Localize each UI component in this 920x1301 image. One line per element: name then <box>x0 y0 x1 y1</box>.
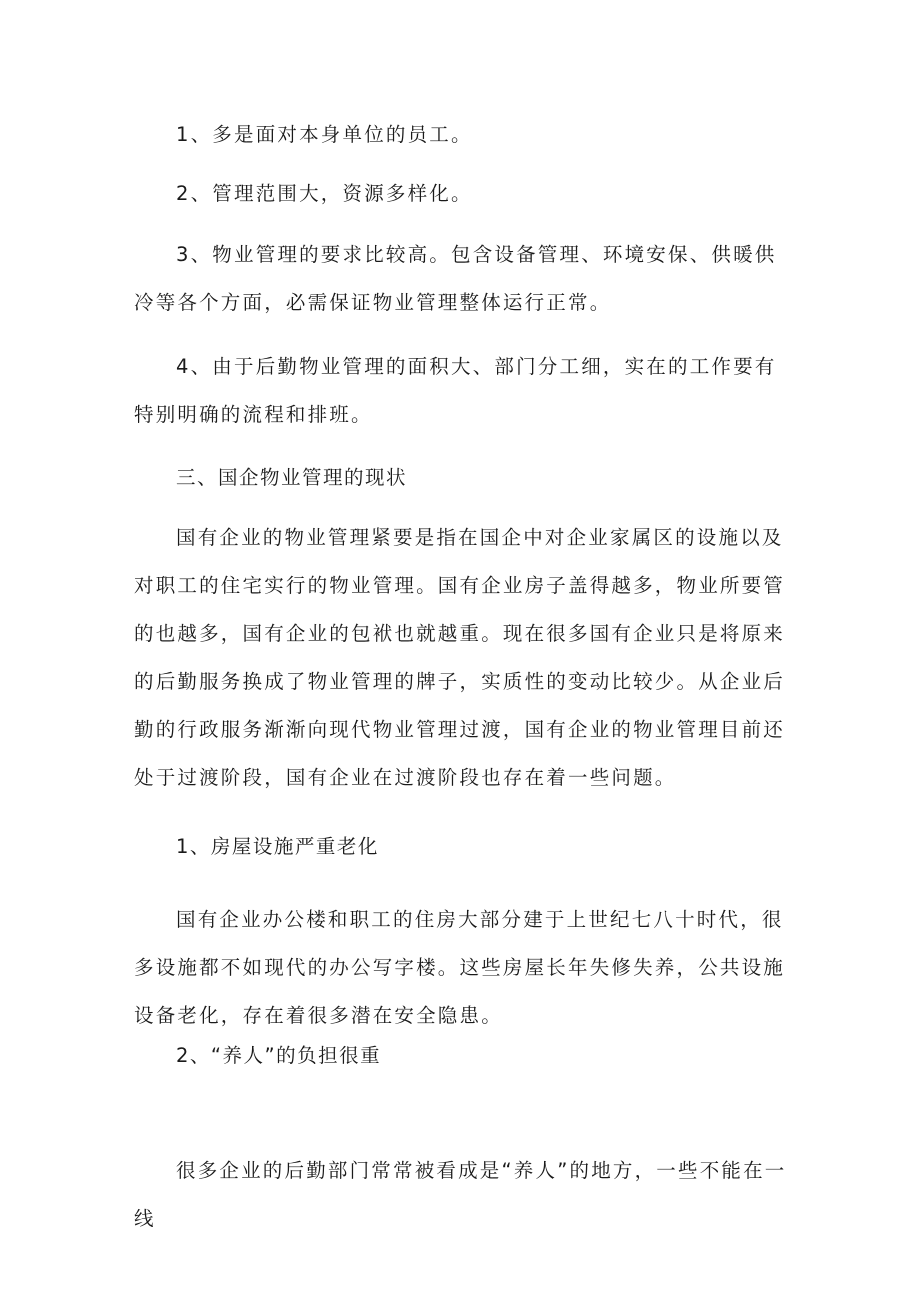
list-item-3: 3、物业管理的要求比较高。包含设备管理、环境安保、供暖供冷等各个方面，必需保证物业管理整体运行正常。 <box>134 243 777 314</box>
list-item-4: 4、由于后勤物业管理的面积大、部门分工细，实在的工作要有特别明确的流程和排班。 <box>134 355 777 426</box>
body-paragraph: 很多企业的后勤部门常常被看成是“养人”的地方，一些不能在一线 <box>134 1159 787 1230</box>
body-paragraph: 国有企业办公楼和职工的住房大部分建于上世纪七八十时代，很多设施都不如现代的办公写字楼。这些房屋长年失修失养，公共设施设备老化，存在着很多潜在安全隐患。 <box>134 908 786 1027</box>
list-item-2: 2、管理范围大，资源多样化。 <box>176 182 473 205</box>
subheading-1: 1、房屋设施严重老化 <box>176 835 379 858</box>
subheading-2: 2、“养人”的负担很重 <box>176 1044 382 1067</box>
list-item-1: 1、多是面对本身单位的员工。 <box>176 123 473 146</box>
body-paragraph: 国有企业的物业管理紧要是指在国企中对企业家属区的设施以及对职工的住宅实行的物业管理。国有企业房子盖得越多，物业所要管的也越多，国有企业的包袱也就越重。现在很多国有企业只是将原来的后勤服务换成了物业管理的牌子，实质性的变动比较少。从企业后勤的行政服务渐渐向现代物业管理过渡，国有企业的物业管理目前还处于过渡阶段，国有企业在过渡阶段也存在着一些问题。 <box>134 526 786 789</box>
section-heading: 三、国企物业管理的现状 <box>176 466 408 489</box>
